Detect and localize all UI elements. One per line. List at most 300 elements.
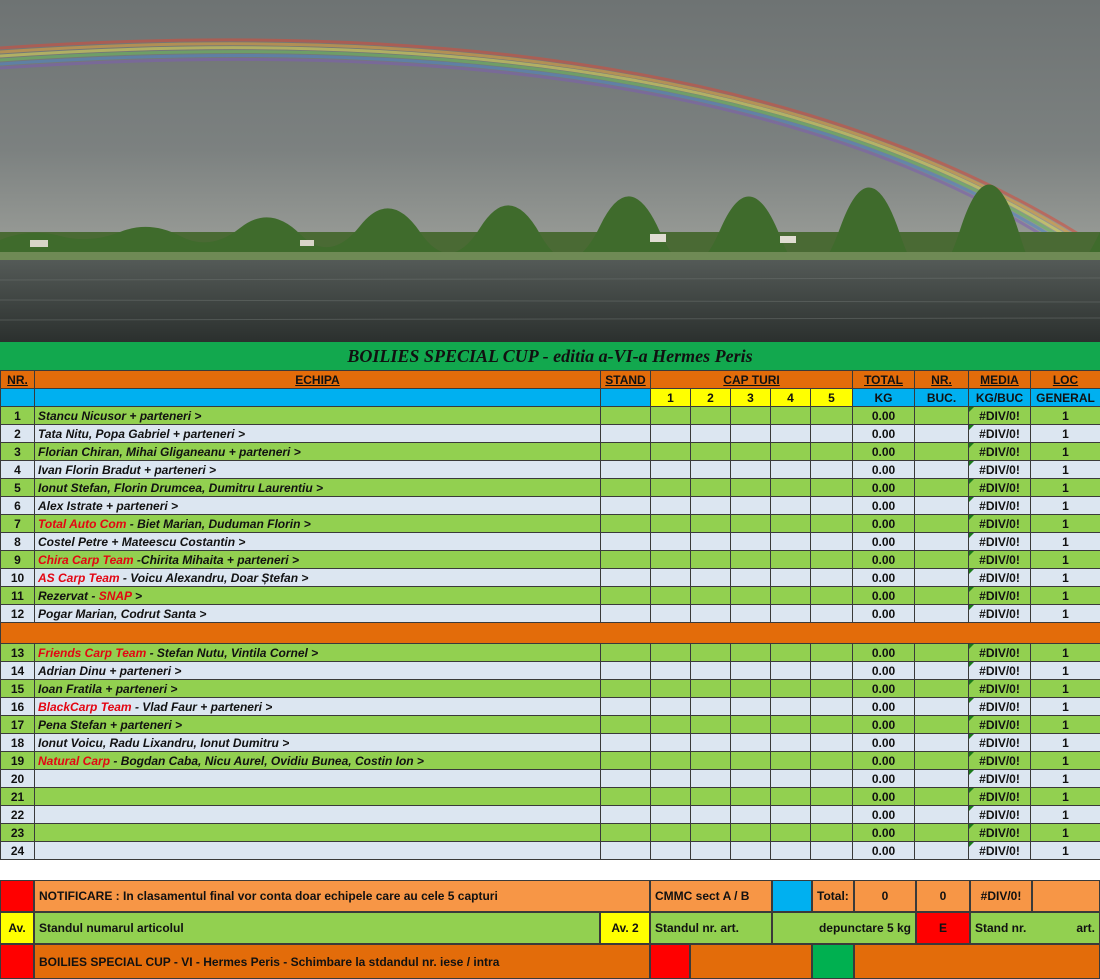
- row-capture: [771, 716, 811, 734]
- col-echipa: ECHIPA: [35, 371, 601, 389]
- row-loc: 1: [1031, 605, 1100, 623]
- row-capture: [811, 569, 853, 587]
- cmmc-label: CMMC sect A / B: [650, 880, 772, 912]
- row-buc: [915, 443, 969, 461]
- row-capture: [651, 605, 691, 623]
- orange-box-2: [854, 944, 1100, 979]
- row-capture: [771, 842, 811, 860]
- table-row: [1, 734, 1100, 752]
- row-nr: 7: [1, 515, 35, 533]
- team-name-part: Costel Petre + Mateescu Costantin >: [38, 534, 246, 549]
- table-row: [1, 461, 1100, 479]
- row-capture: [731, 698, 771, 716]
- row-capture: [771, 698, 811, 716]
- cmmc-color-box: [772, 880, 812, 912]
- row-capture: [691, 698, 731, 716]
- team-name-part: BlackCarp Team: [38, 699, 135, 714]
- row-nr: 17: [1, 716, 35, 734]
- row-total: 0.00: [853, 533, 915, 551]
- row-media: #DIV/0!: [969, 806, 1031, 824]
- row-stand: [601, 662, 651, 680]
- row-stand: [601, 680, 651, 698]
- row-capture: [811, 551, 853, 569]
- row-capture: [731, 842, 771, 860]
- row-loc: 1: [1031, 770, 1100, 788]
- row-capture: [771, 479, 811, 497]
- table-row: [1, 443, 1100, 461]
- table-row: [1, 497, 1100, 515]
- row-stand: [601, 644, 651, 662]
- row-capture: [731, 716, 771, 734]
- row-loc: 1: [1031, 443, 1100, 461]
- row-capture: [731, 461, 771, 479]
- row-nr: 2: [1, 425, 35, 443]
- table-row: [1, 662, 1100, 680]
- row-media: #DIV/0!: [969, 698, 1031, 716]
- team-name-part: - Stefan Nutu, Vintila Cornel >: [149, 645, 319, 660]
- row-buc: [915, 425, 969, 443]
- row-capture: [691, 716, 731, 734]
- row-loc: 1: [1031, 644, 1100, 662]
- row-nr: 12: [1, 605, 35, 623]
- row-buc: [915, 533, 969, 551]
- table-row: [1, 806, 1100, 824]
- total-media: #DIV/0!: [970, 880, 1032, 912]
- row-capture: [811, 533, 853, 551]
- table-row: [1, 587, 1100, 605]
- unit-kg: KG: [853, 389, 915, 407]
- team-name-part: Florian Chiran, Mihai Gliganeanu + parteneri >: [38, 444, 301, 459]
- row-capture: [651, 479, 691, 497]
- row-team: [35, 605, 601, 623]
- row-capture: [771, 806, 811, 824]
- table-row: [1, 752, 1100, 770]
- footer-row-1: [0, 880, 1100, 912]
- row-capture: [771, 515, 811, 533]
- row-capture: [691, 644, 731, 662]
- row-total: 0.00: [853, 734, 915, 752]
- table-row: [1, 698, 1100, 716]
- row-capture: [771, 551, 811, 569]
- table-row: [1, 680, 1100, 698]
- row-team: [35, 587, 601, 605]
- section-separator: [1, 623, 1100, 644]
- row-capture: [771, 425, 811, 443]
- row-capture: [811, 716, 853, 734]
- row-stand: [601, 752, 651, 770]
- row-capture: [731, 443, 771, 461]
- team-name-part: Tata Nitu, Popa Gabriel + parteneri >: [38, 426, 245, 441]
- row-capture: [651, 497, 691, 515]
- row-capture: [691, 407, 731, 425]
- row-capture: [811, 680, 853, 698]
- row-capture: [771, 824, 811, 842]
- row-team: [35, 425, 601, 443]
- row-team: [35, 407, 601, 425]
- row-media: #DIV/0!: [969, 662, 1031, 680]
- row-loc: 1: [1031, 752, 1100, 770]
- row-capture: [691, 533, 731, 551]
- table-row: [1, 407, 1100, 425]
- row-capture: [811, 752, 853, 770]
- row-buc: [915, 806, 969, 824]
- row-loc: 1: [1031, 734, 1100, 752]
- team-name-part: - Vlad Faur + parteneri >: [134, 699, 273, 714]
- row-stand: [601, 716, 651, 734]
- row-buc: [915, 587, 969, 605]
- e-marker: E: [916, 912, 970, 944]
- row-capture: [651, 425, 691, 443]
- row-buc: [915, 551, 969, 569]
- row-total: 0.00: [853, 662, 915, 680]
- row-nr: 24: [1, 842, 35, 860]
- row-capture: [651, 680, 691, 698]
- row-loc: 1: [1031, 569, 1100, 587]
- table-row: [1, 824, 1100, 842]
- col-nr: NR.: [1, 371, 35, 389]
- row-capture: [651, 716, 691, 734]
- total-kg: 0: [854, 880, 916, 912]
- table-row: [1, 605, 1100, 623]
- row-buc: [915, 605, 969, 623]
- row-capture: [651, 752, 691, 770]
- col-total: TOTAL: [853, 371, 915, 389]
- col-media: MEDIA: [969, 371, 1031, 389]
- row-capture: [651, 551, 691, 569]
- row-capture: [811, 698, 853, 716]
- row-buc: [915, 479, 969, 497]
- row-nr: 4: [1, 461, 35, 479]
- row-total: 0.00: [853, 824, 915, 842]
- row-stand: [601, 569, 651, 587]
- row-capture: [651, 824, 691, 842]
- row-media: #DIV/0!: [969, 752, 1031, 770]
- row-capture: [811, 497, 853, 515]
- row-capture: [771, 497, 811, 515]
- row-capture: [811, 806, 853, 824]
- row-capture: [651, 461, 691, 479]
- table-row: [1, 569, 1100, 587]
- row-total: 0.00: [853, 497, 915, 515]
- row-media: #DIV/0!: [969, 551, 1031, 569]
- row-team: [35, 680, 601, 698]
- row-media: #DIV/0!: [969, 443, 1031, 461]
- row-capture: [771, 770, 811, 788]
- round-5: 5: [811, 389, 853, 407]
- row-team: [35, 497, 601, 515]
- row-loc: 1: [1031, 587, 1100, 605]
- row-capture: [691, 569, 731, 587]
- row-capture: [691, 479, 731, 497]
- row-nr: 6: [1, 497, 35, 515]
- table-row: [1, 533, 1100, 551]
- row-total: 0.00: [853, 605, 915, 623]
- row-loc: 1: [1031, 824, 1100, 842]
- row-buc: [915, 461, 969, 479]
- team-name-part: Pena Stefan + parteneri >: [38, 717, 183, 732]
- row-capture: [651, 533, 691, 551]
- row-capture: [691, 680, 731, 698]
- total-label: Total:: [812, 880, 854, 912]
- row-capture: [811, 425, 853, 443]
- row-total: 0.00: [853, 644, 915, 662]
- row-capture: [811, 770, 853, 788]
- sub-stand: [601, 389, 651, 407]
- row-stand: [601, 551, 651, 569]
- row-capture: [731, 680, 771, 698]
- row-buc: [915, 716, 969, 734]
- row-buc: [915, 842, 969, 860]
- row-capture: [731, 806, 771, 824]
- row-stand: [601, 788, 651, 806]
- team-name-part: Total Auto Com: [38, 516, 130, 531]
- row-media: #DIV/0!: [969, 569, 1031, 587]
- row-loc: 1: [1031, 680, 1100, 698]
- team-name-part: AS Carp Team: [38, 570, 123, 585]
- row-capture: [651, 734, 691, 752]
- row-nr: 18: [1, 734, 35, 752]
- row-capture: [811, 587, 853, 605]
- row-capture: [731, 587, 771, 605]
- row-capture: [771, 407, 811, 425]
- row-team: [35, 551, 601, 569]
- row-capture: [731, 551, 771, 569]
- row-capture: [651, 644, 691, 662]
- row-media: #DIV/0!: [969, 644, 1031, 662]
- row-total: 0.00: [853, 443, 915, 461]
- row-capture: [651, 569, 691, 587]
- row-media: #DIV/0!: [969, 605, 1031, 623]
- row-capture: [651, 770, 691, 788]
- row-nr: 9: [1, 551, 35, 569]
- row-buc: [915, 569, 969, 587]
- row-media: #DIV/0!: [969, 770, 1031, 788]
- results-table: [0, 370, 1100, 860]
- round-3: 3: [731, 389, 771, 407]
- row-capture: [811, 407, 853, 425]
- footer-row-3: [0, 944, 1100, 979]
- row-team: [35, 770, 601, 788]
- row-stand: [601, 824, 651, 842]
- row-capture: [651, 443, 691, 461]
- row-media: #DIV/0!: [969, 842, 1031, 860]
- sub-echipa: [35, 389, 601, 407]
- standul-art: Standul nr. art.: [650, 912, 772, 944]
- row-buc: [915, 770, 969, 788]
- row-capture: [691, 824, 731, 842]
- row-stand: [601, 443, 651, 461]
- row-team: [35, 842, 601, 860]
- row-total: 0.00: [853, 569, 915, 587]
- art-label: art.: [1076, 921, 1095, 935]
- team-name-part: SNAP: [98, 588, 132, 603]
- row-capture: [691, 551, 731, 569]
- row-media: #DIV/0!: [969, 680, 1031, 698]
- row-loc: 1: [1031, 662, 1100, 680]
- team-name-part: Chira Carp Team: [38, 552, 137, 567]
- row-team: [35, 662, 601, 680]
- row-capture: [731, 407, 771, 425]
- row-nr: 23: [1, 824, 35, 842]
- row-media: #DIV/0!: [969, 824, 1031, 842]
- row-capture: [731, 515, 771, 533]
- row-capture: [771, 752, 811, 770]
- row-capture: [651, 842, 691, 860]
- table-row: [1, 716, 1100, 734]
- row-stand: [601, 533, 651, 551]
- subheader-row: [1, 389, 1100, 407]
- row-capture: [731, 788, 771, 806]
- row-capture: [731, 605, 771, 623]
- team-name-part: Ioan Fratila + parteneri >: [38, 681, 178, 696]
- row-nr: 1: [1, 407, 35, 425]
- team-name-part: Pogar Marian, Codrut Santa >: [38, 606, 207, 621]
- row-capture: [651, 407, 691, 425]
- row-capture: [651, 515, 691, 533]
- row-capture: [691, 842, 731, 860]
- row-stand: [601, 806, 651, 824]
- col-loc: LOC: [1031, 371, 1100, 389]
- row-capture: [771, 605, 811, 623]
- team-name-part: Rezervat -: [38, 588, 99, 603]
- rainbow-lake-photo: [0, 0, 1100, 342]
- row-team: [35, 569, 601, 587]
- row-team: [35, 461, 601, 479]
- row-capture: [771, 533, 811, 551]
- team-name-part: >: [131, 588, 142, 603]
- footer-red-marker-2: [0, 944, 34, 979]
- row-media: #DIV/0!: [969, 515, 1031, 533]
- row-team: [35, 806, 601, 824]
- row-capture: [811, 479, 853, 497]
- row-capture: [731, 752, 771, 770]
- row-capture: [731, 644, 771, 662]
- row-buc: [915, 497, 969, 515]
- row-loc: 1: [1031, 842, 1100, 860]
- row-capture: [691, 515, 731, 533]
- row-buc: [915, 698, 969, 716]
- row-total: 0.00: [853, 698, 915, 716]
- row-buc: [915, 734, 969, 752]
- team-name-part: Alex Istrate + parteneri >: [38, 498, 179, 513]
- row-media: #DIV/0!: [969, 716, 1031, 734]
- row-stand: [601, 515, 651, 533]
- row-loc: 1: [1031, 698, 1100, 716]
- row-capture: [731, 824, 771, 842]
- footer-row-2: [0, 912, 1100, 944]
- footer-red-marker: [0, 880, 34, 912]
- row-media: #DIV/0!: [969, 533, 1031, 551]
- row-team: [35, 788, 601, 806]
- row-media: #DIV/0!: [969, 734, 1031, 752]
- row-capture: [691, 806, 731, 824]
- row-loc: 1: [1031, 806, 1100, 824]
- row-capture: [691, 425, 731, 443]
- header-row: [1, 371, 1100, 389]
- row-nr: 19: [1, 752, 35, 770]
- row-total: 0.00: [853, 806, 915, 824]
- row-loc: 1: [1031, 788, 1100, 806]
- team-name-part: Ionut Voicu, Radu Lixandru, Ionut Dumitru >: [38, 735, 290, 750]
- row-media: #DIV/0!: [969, 425, 1031, 443]
- row-capture: [651, 698, 691, 716]
- row-total: 0.00: [853, 479, 915, 497]
- row-stand: [601, 479, 651, 497]
- row-team: [35, 479, 601, 497]
- row-nr: 3: [1, 443, 35, 461]
- row-capture: [691, 497, 731, 515]
- row-capture: [731, 770, 771, 788]
- row-capture: [811, 605, 853, 623]
- row-capture: [771, 680, 811, 698]
- row-nr: 15: [1, 680, 35, 698]
- stand-nr-art: [970, 912, 1100, 944]
- table-row: [1, 644, 1100, 662]
- row-capture: [811, 788, 853, 806]
- row-media: #DIV/0!: [969, 587, 1031, 605]
- row-nr: 20: [1, 770, 35, 788]
- row-capture: [771, 461, 811, 479]
- standul-articolul: Standul numarul articolul: [34, 912, 600, 944]
- team-name-part: Adrian Dinu + parteneri >: [38, 663, 182, 678]
- row-stand: [601, 587, 651, 605]
- row-capture: [731, 533, 771, 551]
- photo-illustration: [0, 0, 1100, 342]
- row-capture: [811, 824, 853, 842]
- row-buc: [915, 662, 969, 680]
- row-loc: 1: [1031, 497, 1100, 515]
- green-box: [812, 944, 854, 979]
- unit-kg-buc: KG/BUC: [969, 389, 1031, 407]
- row-stand: [601, 842, 651, 860]
- av-label: Av.: [0, 912, 34, 944]
- row-capture: [691, 734, 731, 752]
- row-nr: 21: [1, 788, 35, 806]
- row-capture: [651, 806, 691, 824]
- table-row: [1, 515, 1100, 533]
- row-team: [35, 734, 601, 752]
- col-nr-buc: NR.: [915, 371, 969, 389]
- row-buc: [915, 752, 969, 770]
- row-loc: 1: [1031, 551, 1100, 569]
- row-nr: 10: [1, 569, 35, 587]
- row-stand: [601, 698, 651, 716]
- row-capture: [771, 734, 811, 752]
- table-row: [1, 788, 1100, 806]
- col-stand: STAND: [601, 371, 651, 389]
- row-nr: 16: [1, 698, 35, 716]
- row-buc: [915, 644, 969, 662]
- row-stand: [601, 461, 651, 479]
- row-capture: [811, 734, 853, 752]
- row-loc: 1: [1031, 479, 1100, 497]
- row-loc: 1: [1031, 407, 1100, 425]
- row-capture: [691, 605, 731, 623]
- separator-cell: [1, 623, 1100, 644]
- row-stand: [601, 425, 651, 443]
- row-media: #DIV/0!: [969, 407, 1031, 425]
- row-capture: [811, 644, 853, 662]
- row-capture: [771, 662, 811, 680]
- row-capture: [691, 788, 731, 806]
- row-total: 0.00: [853, 716, 915, 734]
- row-stand: [601, 605, 651, 623]
- row-capture: [691, 587, 731, 605]
- row-total: 0.00: [853, 752, 915, 770]
- orange-box: [690, 944, 812, 979]
- row-buc: [915, 788, 969, 806]
- row-capture: [731, 425, 771, 443]
